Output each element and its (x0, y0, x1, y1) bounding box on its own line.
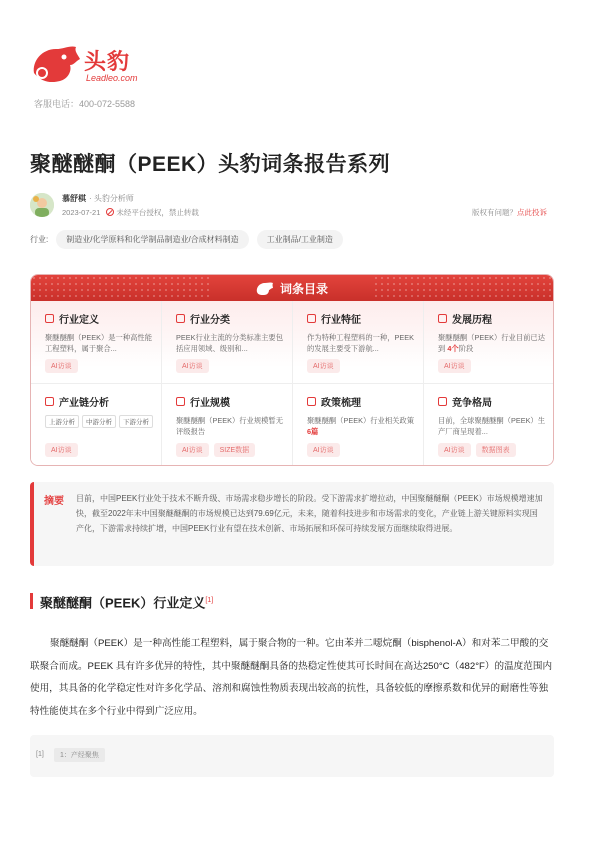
reference-source[interactable]: 1：产经聚焦 (54, 748, 105, 762)
directory-item-title: 产业链分析 (59, 398, 109, 409)
directory-item-desc: PEEK行业主流的分类标准主要包括应用领域、级别和... (176, 333, 284, 353)
directory-item-desc-text: 聚醚醚酮（PEEK）行业相关政策 (307, 416, 415, 425)
industry-row (30, 230, 343, 249)
directory-item-title: 行业分类 (190, 315, 230, 326)
directory-item-heading (438, 311, 547, 326)
directory-item-desc (307, 415, 415, 437)
competition-icon (438, 397, 447, 406)
size-data-button[interactable]: SIZE数据 (214, 443, 256, 457)
footnote-ref[interactable]: [1] (205, 597, 214, 604)
directory-item-title: 行业规模 (190, 398, 230, 409)
upstream-analysis-link[interactable]: 上游分析 (45, 415, 79, 428)
header-pattern (373, 275, 553, 301)
directory-item-heading (307, 311, 415, 326)
directory-item-policy[interactable] (293, 384, 424, 466)
summary-label: 摘要 (44, 496, 64, 507)
directory-item-value-chain[interactable] (31, 384, 162, 466)
ai-interview-button[interactable]: AI访谈 (45, 359, 78, 373)
publish-date: 2023-07-21 (62, 208, 101, 217)
downstream-analysis-link[interactable]: 下游分析 (119, 415, 153, 428)
directory-item-classification[interactable] (162, 301, 293, 384)
directory-item-competition[interactable] (424, 384, 554, 466)
directory-item-desc (438, 332, 547, 354)
copyright-report (472, 207, 547, 218)
publish-meta (62, 207, 199, 218)
author-name[interactable]: 慕舒棋 (62, 194, 86, 203)
directory-item-desc-text: 阶段 (458, 344, 474, 353)
entry-directory (30, 274, 554, 466)
ai-interview-button[interactable]: AI访谈 (307, 443, 340, 457)
copyright-notice (106, 207, 199, 218)
directory-item-heading (45, 394, 153, 409)
directory-item-buttons (438, 359, 471, 373)
brand-name: 头豹 (84, 49, 131, 74)
industry-label: 行业: (30, 235, 49, 244)
brand-domain: Leadleo.com (86, 73, 138, 83)
directory-item-buttons (176, 359, 209, 373)
policy-count: 6篇 (307, 427, 319, 436)
ai-interview-button[interactable]: AI访谈 (307, 359, 340, 373)
ai-interview-button[interactable]: AI访谈 (438, 443, 471, 457)
feature-icon (307, 314, 316, 323)
service-phone: 客服电话：400-072-5588 (34, 99, 136, 109)
brand-logo[interactable] (30, 43, 160, 89)
directory-item-title: 发展历程 (452, 315, 492, 326)
reference-number: [1] (36, 751, 44, 758)
leopard-icon (256, 282, 274, 296)
data-chart-button[interactable]: 数据图表 (476, 443, 516, 457)
author-line (62, 193, 134, 204)
author-avatar[interactable] (30, 193, 54, 217)
directory-item-heading (438, 394, 547, 409)
directory-item-features[interactable] (293, 301, 424, 384)
directory-title-text: 词条目录 (279, 282, 329, 296)
directory-item-title: 竞争格局 (452, 398, 492, 409)
directory-item-heading (176, 311, 284, 326)
directory-item-heading (176, 394, 284, 409)
industry-tag[interactable]: 制造业/化学原料和化学制品制造业/合成材料制造 (56, 230, 248, 249)
directory-item-buttons (45, 359, 78, 373)
directory-item-title: 行业定义 (59, 315, 99, 326)
directory-item-heading (307, 394, 415, 409)
directory-grid (31, 301, 554, 466)
reference-box (30, 735, 554, 777)
report-link[interactable]: 点此投诉 (517, 208, 547, 217)
directory-header (31, 275, 553, 301)
midstream-analysis-link[interactable]: 中游分析 (82, 415, 116, 428)
chart-icon (176, 397, 185, 406)
ai-interview-button[interactable]: AI访谈 (176, 443, 209, 457)
directory-title (256, 280, 328, 297)
value-chain-subtabs (45, 415, 153, 428)
avatar-image-icon (30, 193, 54, 217)
copyright-question: 版权有问题？ (472, 208, 517, 217)
directory-item-buttons (307, 443, 340, 457)
chain-icon (45, 397, 54, 406)
section-title (30, 593, 213, 609)
history-icon (438, 314, 447, 323)
page-title: 聚醚醚酮（PEEK）头豹词条报告系列 (30, 153, 391, 176)
directory-item-desc: 聚醚醚酮（PEEK）行业规模暂无评级报告 (176, 416, 284, 436)
directory-item-buttons (176, 443, 255, 457)
industry-tag[interactable]: 工业制品/工业制造 (257, 230, 343, 249)
ai-interview-button[interactable]: AI访谈 (45, 443, 78, 457)
ai-interview-button[interactable]: AI访谈 (438, 359, 471, 373)
directory-item-desc-text: 聚醚醚酮（PEEK）行业目前已达到 (438, 333, 546, 353)
document-icon (45, 314, 54, 323)
policy-icon (307, 397, 316, 406)
directory-item-title: 政策梳理 (321, 398, 361, 409)
leopard-logo-icon (30, 43, 82, 87)
directory-item-definition[interactable] (31, 301, 162, 384)
directory-item-desc: 聚醚醚酮（PEEK）是一种高性能工程塑料，属于聚合... (45, 333, 153, 353)
section-title-text: 聚醚醚酮（PEEK）行业定义 (40, 595, 206, 611)
directory-item-buttons (45, 443, 78, 457)
header-pattern (31, 275, 211, 301)
directory-item-market-size[interactable] (162, 384, 293, 466)
copyright-notice-text: 未经平台授权，禁止转载 (116, 208, 199, 217)
directory-item-desc: 目前，全球聚醚醚酮（PEEK）生产厂商呈现着... (438, 416, 546, 436)
directory-item-history[interactable] (424, 301, 554, 384)
directory-item-title: 行业特征 (321, 315, 361, 326)
summary-box (30, 482, 554, 566)
author-role: · 头豹分析师 (89, 194, 134, 203)
ai-interview-button[interactable]: AI访谈 (176, 359, 209, 373)
category-icon (176, 314, 185, 323)
directory-item-buttons (438, 443, 516, 457)
directory-item-buttons (307, 359, 340, 373)
directory-item-heading (45, 311, 153, 326)
stage-count: 4个 (447, 344, 459, 353)
summary-text: 目前，中国PEEK行业处于技术不断升级、市场需求稳步增长的阶段。受下游需求扩增拉动，中国聚醚醚酮（PEEK）市场规模增速加快，截至2022年末中国聚醚醚酮的市场规模已达到79.69亿元，未来，随着科技进步和市场需求的变化，产业链上游关键原料实现国产化，下游需求持续扩增，中国PEEK行业有望在技术创新、市场拓展和环保可持续发展方面继续取得进展。 (76, 494, 543, 533)
section-body: 聚醚醚酮（PEEK）是一种高性能工程塑料，属于聚合物的一种。它由苯并二噁烷酮（bisphenol-A）和对苯二甲酸的交联聚合而成。PEEK 具有许多优异的特性，其中聚醚醚酮具备的热稳定性使其可长时间在高达250°C（482°F）的温度范围内使用，其具备的化学稳定性对许多化学品、溶剂和腐蚀性物质表现出较高的抗性，具备较低的摩擦系数和优异的耐磨性等独特性能使其在多个行业中得到广泛应用。 (30, 638, 553, 717)
no-entry-icon (106, 208, 114, 216)
directory-item-desc: 作为特种工程塑料的一种，PEEK的发展主要受下游航... (307, 333, 415, 353)
